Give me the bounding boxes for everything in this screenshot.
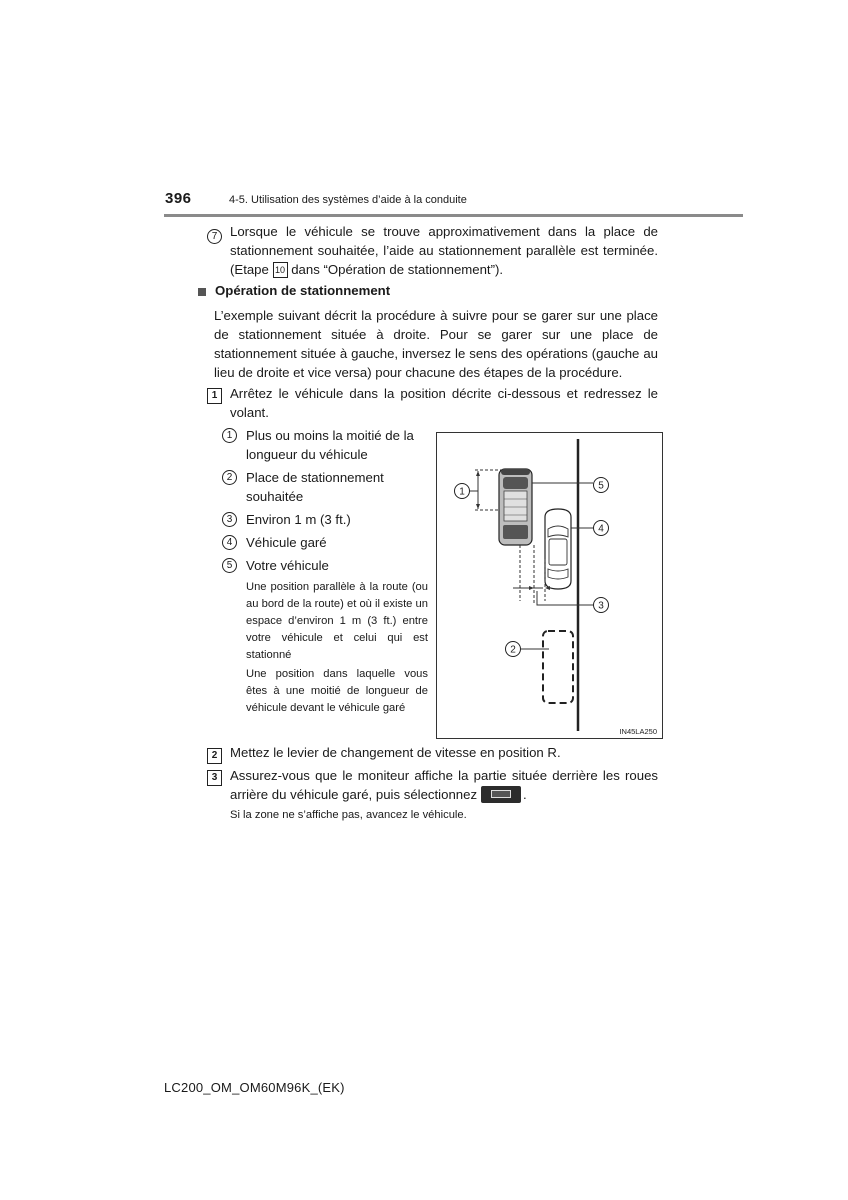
svg-text:1: 1 [459,486,465,498]
callout-3 [594,598,609,613]
legend-label: Véhicule garé [246,535,327,550]
step-3-note: Si la zone ne s’affiche pas, avancez le véhicule. [230,809,467,821]
step-3-text-before: Assurez-vous que le moniteur affiche la partie située derrière les roues arrière du véhicule garé, puis sélectionnez [230,768,658,802]
legend-number: 4 [222,535,237,550]
callout-2 [506,642,521,657]
dim-1-arrowhead-down [476,504,480,509]
page-number: 396 [165,190,192,207]
step-3-text [230,766,658,804]
svg-text:4: 4 [598,523,604,535]
legend-item [222,533,428,552]
step-1-text: Arrêtez le véhicule dans la position décrite ci-dessous et redressez le volant. [230,386,658,420]
parking-diagram [436,432,663,739]
step-1-marker: 1 [207,386,222,404]
legend-item [222,426,428,464]
section-bullet-icon [198,288,206,296]
step-7-text [230,222,658,279]
svg-text:3: 3 [598,600,604,612]
legend-label: Environ 1 m (3 ft.) [246,512,351,527]
legend-number: 2 [222,470,237,485]
callout-4 [594,521,609,536]
legend-item [222,468,428,506]
target-parking-space [543,631,573,703]
step-2-marker: 2 [207,746,222,764]
parked-vehicle [545,509,571,589]
parking-diagram-svg [437,433,662,738]
step-3-marker: 3 [207,768,222,786]
legend-number: 5 [222,558,237,573]
step-7-marker: 7 [207,226,222,244]
dim-3-arrowhead-left [529,586,534,590]
legend-item [222,556,428,575]
diagram-legend [222,426,428,717]
step-7-text-after: dans “Opération de stationnement”). [287,262,504,277]
legend-note: Une position parallèle à la route (ou au bord de la route) et où il existe un espace d’environ 1 m (3 ft.) entre votre véhicule et celui qui est stationné [246,581,428,661]
subsection-title: Opération de stationnement [215,283,391,298]
diagram-code: IN45LA250 [619,727,657,736]
svg-text:5: 5 [598,480,604,492]
intro-paragraph: L’exemple suivant décrit la procédure à suivre pour se garer sur une place de stationnement située à droite. Pour se garer sur une place de stationnement située à gauche, inversez le sens des opérations (gauche au lieu de droite et vice versa) pour chacune des étapes de la procédure. [214,308,658,380]
callout-5 [594,478,609,493]
legend-number: 1 [222,428,237,443]
step-ref-10: 10 [273,262,288,278]
callout-3-leader [537,591,593,605]
step-2-text: Mettez le levier de changement de vitesse en position R. [230,745,561,760]
legend-note: Une position dans laquelle vous êtes à une moitié de longueur de véhicule devant le véhicule garé [246,668,428,714]
callout-1 [455,484,470,499]
legend-item [222,510,428,529]
header-rule [164,214,743,217]
camera-view-button-icon [481,786,521,803]
legend-number: 3 [222,512,237,527]
footer-code: LC200_OM_OM60M96K_(EK) [164,1080,345,1095]
your-vehicle [499,469,532,545]
legend-label: Plus ou moins la moitié de la longueur du véhicule [246,428,414,462]
step-7-text-before: Lorsque le véhicule se trouve approximativement dans la place de stationnement souhaitée, l’aide au stationnement parallèle est terminée. (Etape [230,224,658,277]
section-title: 4-5. Utilisation des systèmes d’aide à la conduite [229,194,467,206]
legend-label: Place de stationnement souhaitée [246,470,384,504]
step-3-text-after: . [523,787,527,802]
dim-1-arrowhead-up [476,471,480,476]
svg-text:2: 2 [510,644,516,656]
legend-label: Votre véhicule [246,558,329,573]
